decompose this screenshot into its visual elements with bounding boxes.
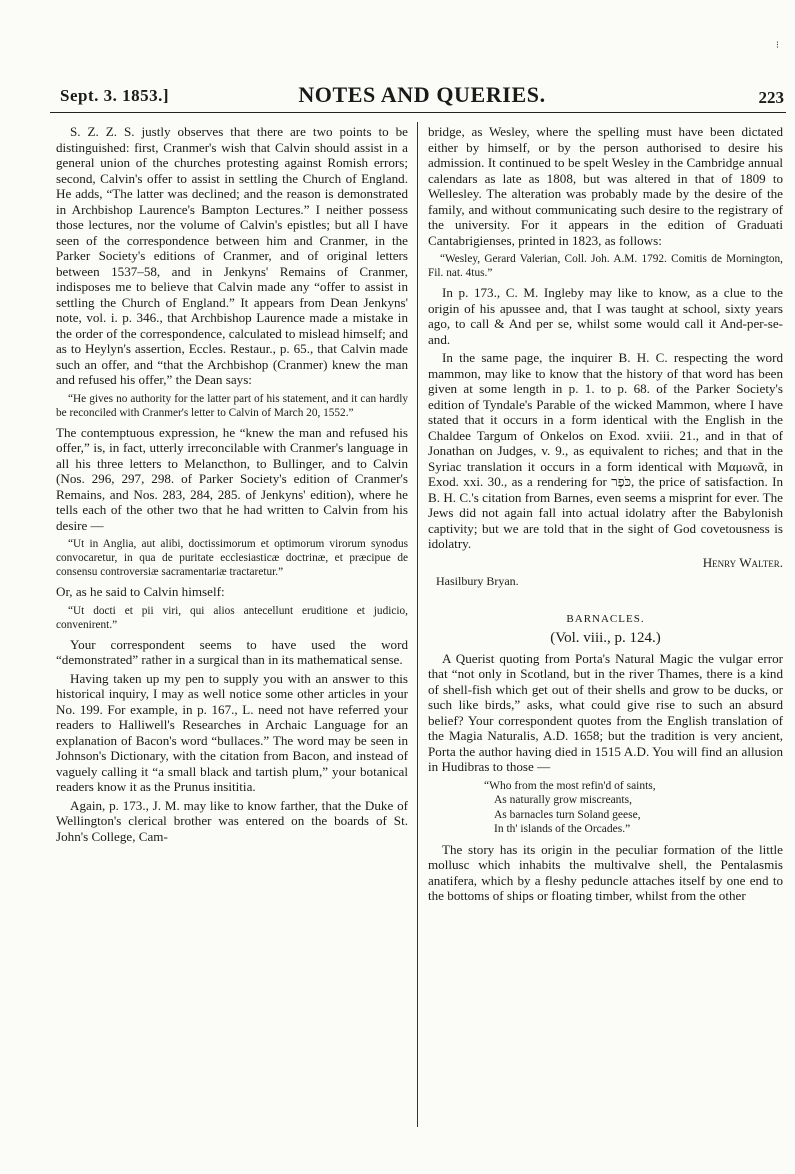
- block-quote: “Ut in Anglia, aut alibi, doctissimorum et optimorum virorum synodus convocaretur, in qua de puritate ecclesiasticæ doctrinæ, et præcipue de consensu controversiæ sacramentariæ tractaretur.”: [56, 538, 408, 578]
- right-column: [428, 124, 783, 1124]
- header-rule: [50, 112, 786, 113]
- paragraph: A Querist quoting from Porta's Natural Magic the vulgar error that “not only in Scotland, but in the river Thames, there is a kind of shell-fish which get out of their shells and grow to be ducks, or such like birds,” asks, what could give rise to such an absurd belief? Your correspondent quotes from the English translation of the Magia Naturalis, A.D. 1658; but the tradition is very ancient, Porta the author having died in 1515 A.D. You will find an allusion in Hudibras to those —: [428, 650, 783, 774]
- block-quote: “Ut docti et pii viri, qui alios antecellunt eruditione et judicio, convenirent.”: [56, 604, 408, 631]
- paragraph: Or, as he said to Calvin himself:: [56, 584, 225, 599]
- paragraph: Again, p. 173., J. M. may like to know farther, that the Duke of Wellington's clerical brother was entered on the boards of St. John's College, Cam-: [56, 797, 408, 844]
- paragraph: In p. 173., C. M. Ingleby may like to know, as a clue to the origin of his apussee and, that I was taught at school, sixty years ago, to call & And per se, whilst some would call it And-per-se-and.: [428, 285, 783, 347]
- paragraph: In the same page, the inquirer B. H. C. respecting the word mammon, may like to know that the history of that word has been given at some length in p. 1. to p. 68. of the Parker Society's edition of Tyndale's Parable of the wicked Mammon, where I have stated that it occurs in a form identical with the English in the Chaldee Targum of Onkelos on Exod. xviii. 21., and in that of Jonathan on Judges, v. 9., as equivalent to riches; and that in the Syriac translation it occurs in a form identical with Μαμωνᾶ, in Exod. xxi. 30., as a rendering for כֹּפֶר, the price of satisfaction. In B. H. C.'s citation from Barnes, even seems a misprint for ever. The Jews did not again fall into actual idolatry after the Babylonish captivity; but we are told that in the sight of God covetousness is idolatry.: [428, 350, 783, 551]
- page-number: 223: [758, 88, 784, 107]
- left-column: [56, 124, 408, 1124]
- verse-line: As naturally grow miscreants,: [494, 794, 632, 806]
- verse-line: “Who from the most refin'd of saints,: [484, 779, 656, 792]
- paragraph: bridge, as Wesley, where the spelling must have been dictated either by himself, or by the person authorised to desire his admission. It continued to be spelt Wesley in the Cambridge annual calendars as late as 1808, but was altered in that of 1809 to Wellesley. The alteration was probably made by the desire of the family, and without communicating such desire to the registrary of the university. For it appears in the edition of Graduati Cantabrigienses, printed in 1823, as follows:: [428, 124, 783, 248]
- author-signature: Henry Walter.: [702, 554, 783, 570]
- section-title: BARNACLES.: [566, 612, 645, 625]
- journal-title: NOTES AND QUERIES.: [298, 82, 546, 107]
- block-quote: “He gives no authority for the latter part of his statement, and it can hardly be reconciled with Cranmer's letter to Calvin of March 20, 1552.”: [56, 392, 408, 419]
- verse-line: In th' islands of the Orcades.”: [494, 823, 631, 835]
- paragraph: Your correspondent seems to have used the word “demonstrated” rather in a surgical than in its mathematical sense.: [56, 636, 408, 667]
- verse-quote: [484, 779, 783, 837]
- verse-line: As barnacles turn Soland geese,: [494, 808, 641, 821]
- author-place: Hasilbury Bryan.: [436, 574, 519, 588]
- running-header: [60, 80, 784, 108]
- paragraph: The contemptuous expression, he “knew the man and refused his offer,” is, in fact, utterly irreconcilable with Cranmer's language in all his three letters to Melancthon, to Bullinger, and to Calvin (Nos. 296, 297, 298. of Parker Society's edition of Cranmer's Remains, and Nos. 283, 284, 285. of Jenkyns' edition), where he tells each of the other two that he had written to Calvin from his desire —: [56, 424, 408, 533]
- paragraph: S. Z. Z. S. justly observes that there are two points to be distinguished: first, Cranmer's wish that Calvin should assist in a general union of the churches protesting against Romish errors; second, Calvin's offer to assist in settling the Church of England. He adds, “The latter was declined; and the reason is demonstrated in Archbishop Laurence's Bampton Lectures.” I neither possess those lectures, nor the volume of Calvin's epistles; but all I have seen of the correspondence between him and Cranmer, in the Parker Society's editions of Cranmer, and of original letters between 1537–58, and in Jenkyns' Remains of Cranmer, indisposes me to believe that Calvin made any “offer to assist in settling the Church of England.” It appears from Dean Jenkyns' note, vol. i. p. 346., that Archbishop Laurence made a mistake in the order of the correspondence, calculated to mislead himself; and as to Heylyn's assertion, Eccles. Restaur., p. 65., that Calvin made such an offer, and “that the Archbishop (Cranmer) knew the man and refused his offer,” the Dean says:: [56, 124, 408, 387]
- paragraph: Having taken up my pen to supply you with an answer to this historical inquiry, I may as well notice some other articles in your No. 199. For example, in p. 167., L. need not have referred your readers to Halliwell's Researches in Archaic Language for an explanation of Bacon's word “bullaces.” The word may be seen in Johnson's Dictionary, with the citation from Bacon, and instead of vaguely calling it “a small black and tartish plum,” your botanical readers know it as the Prunus insititia.: [56, 670, 408, 794]
- paragraph: The story has its origin in the peculiar formation of the little mollusc which inhabits the multivalve shell, the Pentalasmis anatifera, which by a fleshy peduncle attaches itself by one end to the bottoms of ships or floating timber, whilst from the other: [428, 841, 783, 903]
- section-reference: (Vol. viii., p. 124.): [550, 630, 661, 646]
- column-divider: [417, 122, 418, 1127]
- margin-mark: ⁝: [775, 40, 779, 51]
- header-date: Sept. 3. 1853.]: [60, 86, 170, 105]
- block-quote: “Wesley, Gerard Valerian, Coll. Joh. A.M. 1792. Comitis de Mornington, Fil. nat. 4tus.”: [428, 253, 783, 279]
